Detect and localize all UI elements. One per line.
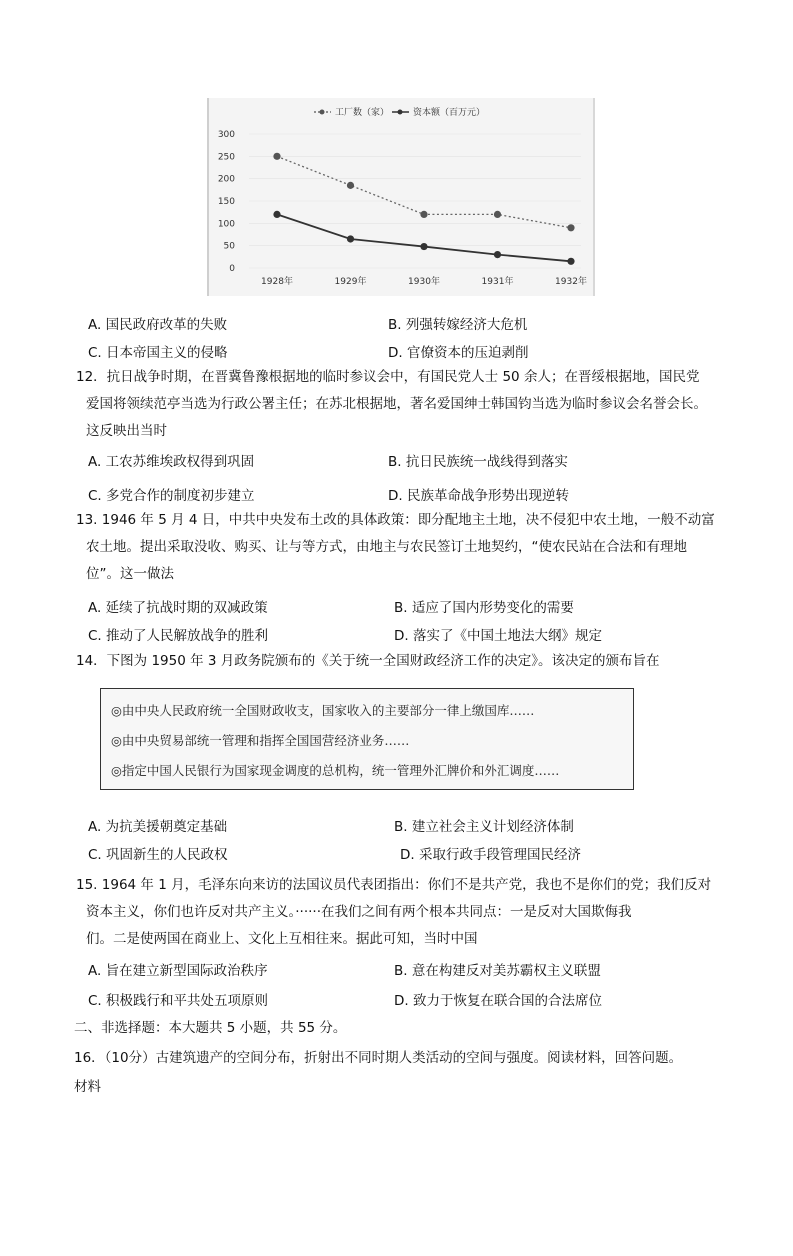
- q12-option-c[interactable]: C. 多党合作的制度初步建立: [88, 488, 255, 504]
- data-point-factories: [273, 153, 280, 160]
- q11-option-c[interactable]: C. 日本帝国主义的侵略: [88, 345, 228, 361]
- q15-option-c[interactable]: C. 积极践行和平共处五项原则: [88, 993, 269, 1009]
- data-point-capital: [567, 258, 574, 265]
- q15-stem-line3: 们。二是使两国在商业上、文化上互相往来。据此可知，当时中国: [86, 931, 478, 947]
- q14-option-b[interactable]: B. 建立社会主义计划经济体制: [394, 819, 574, 835]
- q14-option-d[interactable]: D. 采取行政手段管理国民经济: [400, 847, 581, 863]
- legend-label-factories: 工厂数（家）: [335, 108, 390, 118]
- data-point-capital: [420, 243, 427, 250]
- q16-stem-line1: 16．（10分）古建筑遗产的空间分布，折射出不同时期人类活动的空间与强度。阅读材料，回答问题。: [74, 1050, 683, 1066]
- x-tick-label: 1932年: [555, 277, 587, 287]
- x-tick-label: 1928年: [261, 277, 293, 287]
- q11-option-a[interactable]: A. 国民政府改革的失败: [88, 317, 228, 333]
- q11-option-d[interactable]: D. 官僚资本的压迫剥削: [388, 345, 529, 361]
- q16-material-label: 材料: [74, 1079, 101, 1095]
- q13-option-d[interactable]: D. 落实了《中国土地法大纲》规定: [394, 628, 602, 644]
- line-chart: [207, 98, 595, 296]
- decision-excerpt-box: [100, 688, 634, 790]
- q12-option-b[interactable]: B. 抗日民族统一战线得到落实: [388, 454, 568, 470]
- y-tick-label: 150: [217, 197, 235, 207]
- data-point-factories: [494, 211, 501, 218]
- y-tick-label: 250: [217, 152, 235, 163]
- excerpt-line-2: ◎由中央贸易部统一管理和指挥全国国营经济业务……: [111, 733, 410, 748]
- y-tick-label: 0: [229, 264, 235, 274]
- q15-option-b[interactable]: B. 意在构建反对美苏霸权主义联盟: [394, 963, 601, 979]
- section-heading: 二、非选择题：本大题共 5 小题，共 55 分。: [74, 1020, 347, 1036]
- q13-stem-line2: 农土地。提出采取没收、购买、让与等方式，由地主与农民签订土地契约，“使农民站在合法和有理地: [86, 539, 687, 555]
- data-point-capital: [347, 235, 354, 242]
- data-point-factories: [347, 182, 354, 189]
- q12-option-d[interactable]: D. 民族革命战争形势出现逆转: [388, 488, 569, 504]
- data-point-factories: [420, 211, 427, 218]
- q12-stem-line1: 12．抗日战争时期，在晋冀鲁豫根据地的临时参议会中，有国民党人士 50 余人；在晋绥根据地，国民党: [76, 369, 700, 385]
- excerpt-line-1: ◎由中央人民政府统一全国财政收支，国家收入的主要部分一律上缴国库……: [111, 703, 535, 718]
- x-tick-label: 1931年: [481, 277, 514, 287]
- data-point-capital: [494, 251, 501, 258]
- chart-svg: [209, 98, 593, 296]
- q13-option-b[interactable]: B. 适应了国内形势变化的需要: [394, 600, 574, 616]
- q13-option-c[interactable]: C. 推动了人民解放战争的胜利: [88, 628, 269, 644]
- data-point-capital: [273, 211, 280, 218]
- series-line-capital: [277, 214, 571, 261]
- q13-stem-line1: 13. 1946 年 5 月 4 日，中共中央发布土改的具体政策：即分配地主土地，决不侵犯中农土地，一般不动富: [76, 512, 715, 528]
- q12-option-a[interactable]: A. 工农苏维埃政权得到巩固: [88, 454, 255, 470]
- legend-marker-capital: [398, 110, 403, 115]
- q15-option-a[interactable]: A. 旨在建立新型国际政治秩序: [88, 963, 268, 979]
- y-tick-label: 200: [217, 174, 235, 185]
- q14-option-a[interactable]: A. 为抗美援朝奠定基础: [88, 819, 228, 835]
- y-tick-label: 100: [217, 219, 235, 230]
- legend-label-capital: 资本额（百万元）: [413, 108, 486, 118]
- excerpt-line-3: ◎指定中国人民银行为国家现金调度的总机构，统一管理外汇牌价和外汇调度……: [111, 763, 560, 778]
- chart-legend: [314, 106, 485, 118]
- q13-stem-line3: 位”。这一做法: [86, 566, 174, 582]
- q14-stem-line1: 14．下图为 1950 年 3 月政务院颁布的《关于统一全国财政经济工作的决定》。该决定的颁布旨在: [76, 653, 660, 669]
- y-tick-label: 300: [217, 130, 235, 140]
- q15-stem-line2: 资本主义，你们也许反对共产主义。······在我们之间有两个根本共同点：一是反对大国欺侮我: [86, 904, 632, 920]
- q15-option-d[interactable]: D. 致力于恢复在联合国的合法席位: [394, 993, 602, 1009]
- data-point-factories: [567, 224, 574, 231]
- q14-option-c[interactable]: C. 巩固新生的人民政权: [88, 847, 228, 863]
- q11-option-b[interactable]: B. 列强转嫁经济大危机: [388, 317, 528, 333]
- x-tick-label: 1930年: [408, 277, 440, 287]
- x-tick-label: 1929年: [334, 277, 367, 287]
- q12-stem-line3: 这反映出当时: [86, 423, 167, 439]
- y-tick-label: 50: [223, 241, 235, 252]
- q12-stem-line2: 爱国将领续范亭当选为行政公署主任；在苏北根据地，著名爱国绅士韩国钧当选为临时参议会名誉会长。: [86, 396, 707, 412]
- q13-option-a[interactable]: A. 延续了抗战时期的双减政策: [88, 600, 268, 616]
- q15-stem-line1: 15. 1964 年 1 月，毛泽东向来访的法国议员代表团指出：你们不是共产党，我也不是你们的党；我们反对: [76, 877, 712, 893]
- legend-marker-factories: [320, 110, 325, 115]
